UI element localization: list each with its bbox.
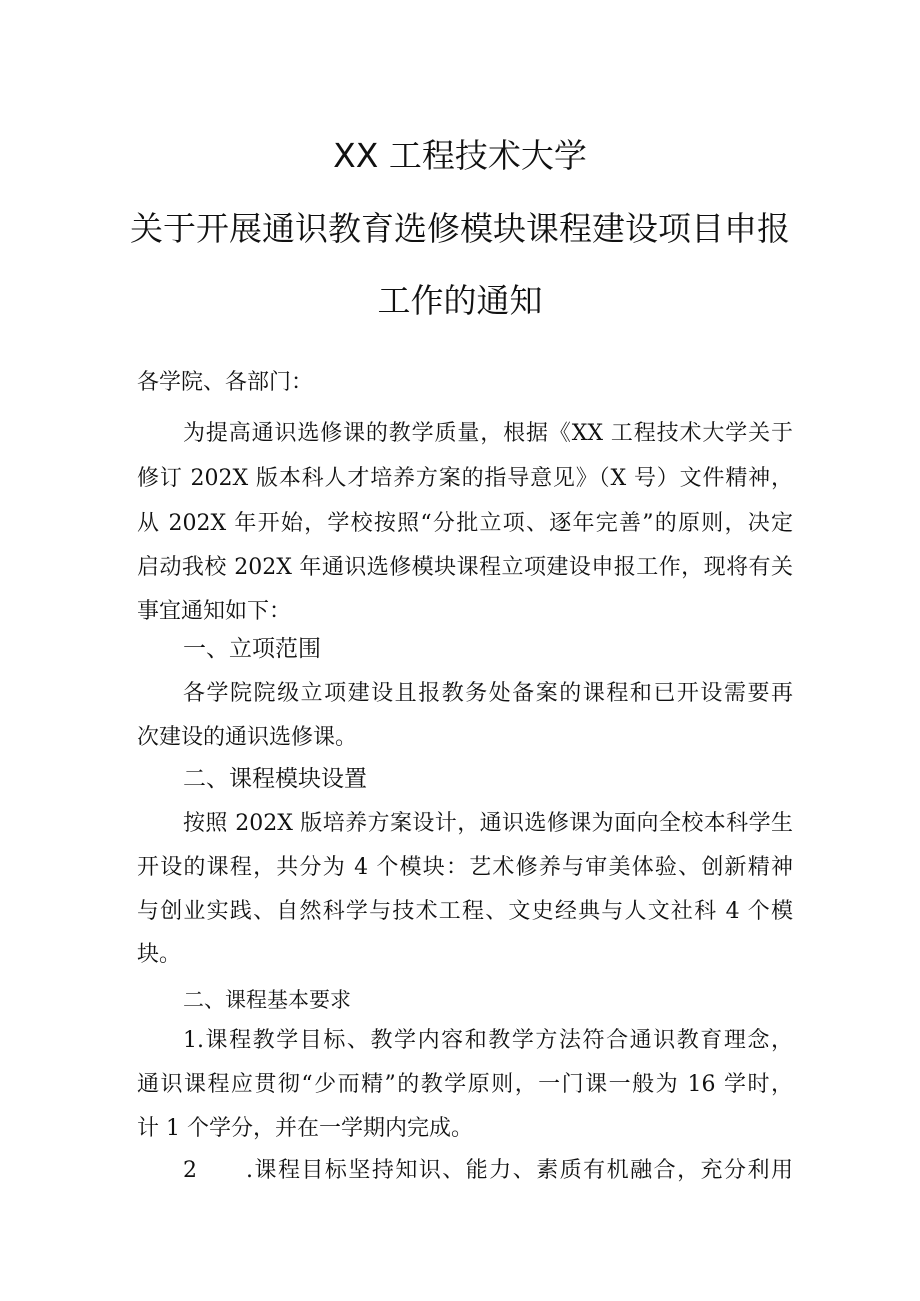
document-title-line-1: XX 工程技术大学 — [333, 136, 587, 175]
requirement-2-number: 2 — [183, 1158, 197, 1183]
section2-line: 与创业实践、自然科学与技术工程、文史经典与人文社科 4 个模 — [137, 899, 793, 924]
requirement-1-line: 通识课程应贯彻“少而精”的教学原则，一门课一般为 16 学时， — [137, 1072, 793, 1097]
requirement-1-line: 1.课程教学目标、教学内容和教学方法符合通识教育理念， — [183, 1028, 793, 1053]
section2-line: 按照 202X 版培养方案设计，通识选修课为面向全校本科学生 — [183, 811, 793, 836]
section1-line: 各学院院级立项建设且报教务处备案的课程和已开设需要再 — [183, 681, 793, 706]
section-heading-requirements: 二、课程基本要求 — [183, 988, 351, 1012]
intro-line: 事宜通知如下： — [137, 599, 292, 624]
document-title-line-2: 关于开展通识教育选修模块课程建设项目申报 — [130, 209, 790, 248]
document-title-line-3: 工作的通知 — [377, 281, 543, 320]
requirement-1-line: 计 1 个学分，并在一学期内完成。 — [137, 1116, 473, 1141]
intro-line: 启动我校 202X 年通识选修模块课程立项建设申报工作，现将有关 — [137, 555, 793, 580]
requirement-2-line: .课程目标坚持知识、能力、素质有机融合，充分利用 — [246, 1158, 793, 1183]
section2-line: 开设的课程，共分为 4 个模块：艺术修养与审美体验、创新精神 — [137, 855, 793, 880]
section-heading-modules: 二、课程模块设置 — [183, 766, 367, 792]
intro-line: 修订 202X 版本科人才培养方案的指导意见》（X 号）文件精神， — [137, 466, 793, 491]
section1-line: 次建设的通识选修课。 — [137, 725, 358, 750]
salutation: 各学院、各部门： — [137, 370, 314, 395]
intro-line: 为提高通识选修课的教学质量，根据《XX 工程技术大学关于 — [183, 421, 793, 446]
section2-line: 块。 — [137, 942, 182, 967]
intro-line: 从 202X 年开始，学校按照“分批立项、逐年完善”的原则，决定 — [137, 511, 793, 536]
section-heading-scope: 一、立项范围 — [183, 636, 321, 662]
